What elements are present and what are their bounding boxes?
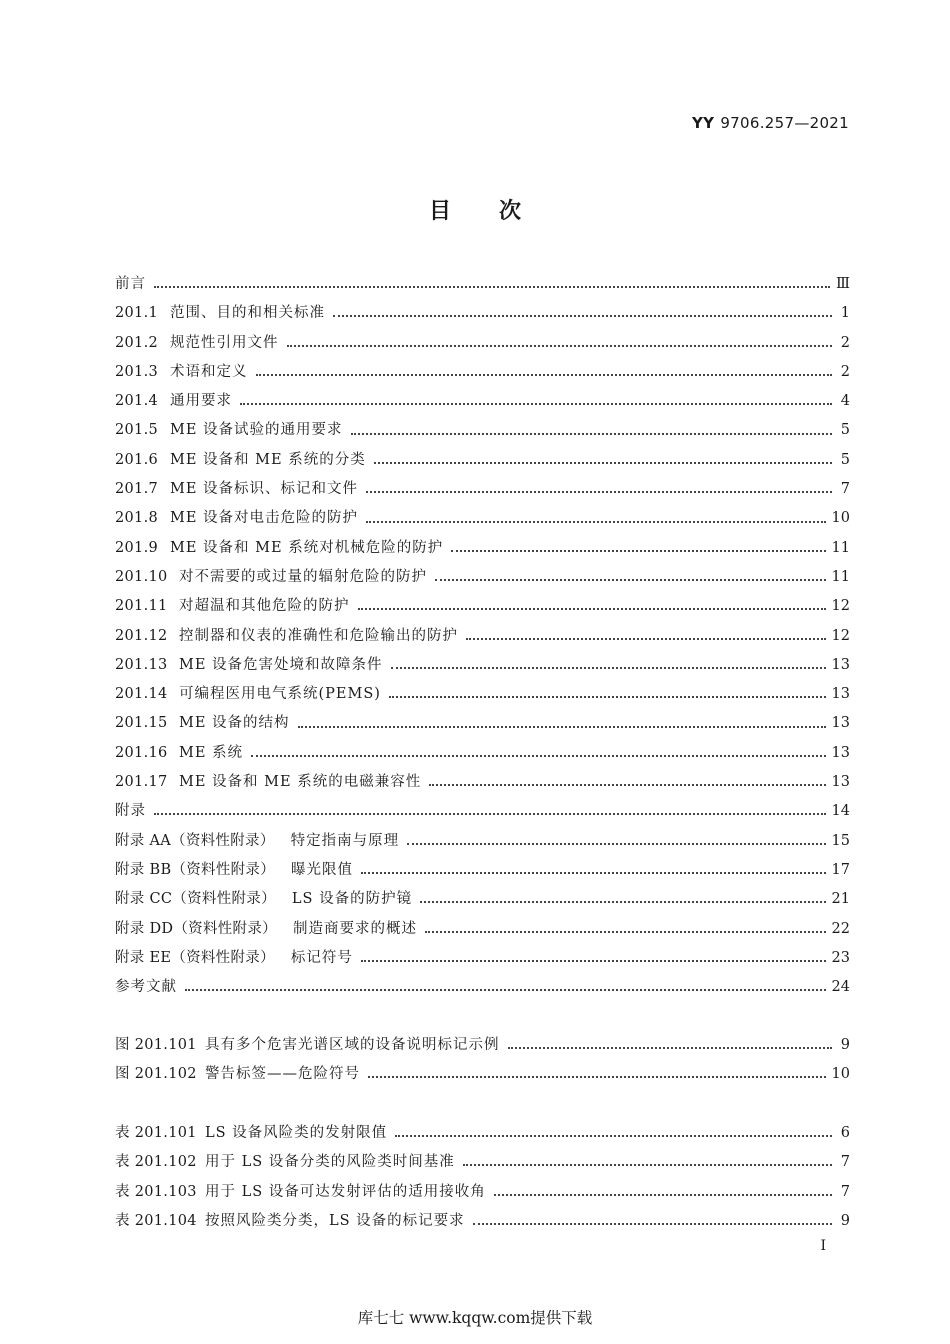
toc-entry[interactable] (115, 329, 850, 358)
dot-leader (154, 285, 830, 288)
toc-entry-title: 按照风险类分类，LS 设备的标记要求 (205, 1212, 465, 1229)
dot-leader (333, 314, 832, 317)
toc-entry-title: 用于 LS 设备可达发射评估的适用接收角 (205, 1183, 486, 1200)
toc-entry-number: 附录 CC（资料性附录） (115, 891, 276, 908)
toc-entry[interactable] (115, 1119, 850, 1148)
toc-entry-number: 201.6 (115, 451, 159, 468)
toc-entry-page: 9 (840, 1212, 850, 1229)
dot-leader (391, 666, 826, 669)
toc-figures (115, 1031, 850, 1090)
toc-entry-number: 201.9 (115, 539, 159, 556)
dot-leader (154, 812, 826, 815)
toc-entry-number: 201.8 (115, 510, 159, 527)
toc-entry-page: 22 (831, 920, 850, 937)
toc-entry[interactable] (115, 739, 850, 768)
toc-entry-number: 201.2 (115, 334, 159, 351)
toc-entry-number: 201.1 (115, 305, 159, 322)
toc-entry-page: 7 (840, 481, 850, 498)
toc-entry[interactable] (115, 885, 850, 914)
toc-entry-title: 参考文献 (115, 979, 177, 996)
toc-entry-page: 5 (840, 422, 850, 439)
toc-entry-page: 12 (831, 627, 850, 644)
dot-leader (395, 1134, 832, 1137)
dot-leader (420, 900, 825, 903)
page-number: I (820, 1238, 826, 1254)
toc-entry-number: 201.15 (115, 715, 168, 732)
dot-leader (466, 637, 826, 640)
toc-entry-title: ME 系统 (179, 744, 244, 761)
toc-entry-title: ME 设备标识、标记和文件 (170, 481, 359, 498)
toc-entry-title: ME 设备对电击危险的防护 (170, 510, 359, 527)
toc-entry[interactable] (115, 563, 850, 592)
toc-entry[interactable] (115, 1178, 850, 1207)
toc-entry-number: 201.11 (115, 598, 168, 615)
toc-entry-title: 曝光限值 (291, 861, 354, 878)
toc-main (115, 270, 850, 1002)
dot-leader (361, 959, 826, 962)
toc-entry-page: 23 (831, 949, 850, 966)
toc-entry-page: 2 (840, 363, 850, 380)
dot-leader (451, 549, 825, 552)
toc-entry-page: 11 (831, 539, 850, 556)
toc-entry-number: 表 201.104 (115, 1212, 197, 1229)
toc-entry[interactable] (115, 856, 850, 885)
page-title: 目次 (428, 199, 569, 224)
toc-entry-number: 201.13 (115, 656, 168, 673)
dot-leader (298, 725, 826, 728)
toc-entry-title: 对不需要的或过量的辐射危险的防护 (179, 568, 427, 585)
toc-entry-title: 对超温和其他危险的防护 (179, 598, 350, 615)
toc-entry-title: 通用要求 (170, 393, 232, 410)
dot-leader (508, 1046, 833, 1049)
toc-entry-title: 特定指南与原理 (290, 832, 400, 849)
toc-entry-page: Ⅲ (836, 276, 850, 292)
toc-entry-page: 10 (831, 1066, 850, 1083)
toc-entry-title: 标记符号 (290, 949, 353, 966)
dot-leader (361, 871, 826, 874)
toc-entry-number: 201.4 (115, 393, 159, 410)
toc-entry[interactable] (115, 915, 850, 944)
toc-entry-page: 5 (840, 451, 850, 468)
toc-entry[interactable] (115, 299, 850, 328)
dot-leader (473, 1222, 832, 1225)
toc-entry-title: ME 设备的结构 (179, 715, 290, 732)
toc-entry[interactable] (115, 651, 850, 680)
toc-entry-page: 2 (840, 334, 850, 351)
toc-entry-page: 13 (831, 686, 850, 703)
toc-entry-number: 201.5 (115, 422, 159, 439)
toc-entry-page: 14 (831, 803, 850, 820)
toc-entry-title: 术语和定义 (170, 363, 248, 380)
toc-entry-number: 201.3 (115, 363, 159, 380)
toc-entry[interactable] (115, 1207, 850, 1236)
toc-entry-title: 控制器和仪表的准确性和危险输出的防护 (179, 627, 458, 644)
toc-entry[interactable] (115, 1060, 850, 1089)
toc-entry-page: 15 (831, 832, 850, 849)
dot-leader (366, 520, 826, 523)
toc-entry-title: 制造商要求的概述 (292, 920, 417, 937)
toc-entry[interactable] (115, 446, 850, 475)
toc-entry[interactable] (115, 358, 850, 387)
toc-entry-title: ME 设备和 ME 系统对机械危险的防护 (170, 539, 444, 556)
standard-code (692, 114, 849, 132)
toc-entry-page: 11 (831, 568, 850, 585)
toc-entry-title: 可编程医用电气系统(PEMS) (179, 686, 381, 703)
toc-entry-title: 具有多个危害光谱区域的设备说明标记示例 (205, 1037, 500, 1053)
dot-leader (256, 373, 833, 376)
toc-entry-page: 10 (831, 510, 850, 527)
toc-entry-number: 201.10 (115, 568, 168, 585)
dot-leader (463, 1163, 832, 1166)
dot-leader (368, 1075, 826, 1078)
toc-entry[interactable] (115, 387, 850, 416)
dot-leader (494, 1193, 832, 1196)
toc-entry[interactable] (115, 797, 850, 826)
dot-leader (435, 578, 826, 581)
toc-entry-title: 附录 (115, 803, 146, 820)
toc-entry[interactable] (115, 592, 850, 621)
dot-leader (407, 842, 825, 845)
toc-entry-title: 范围、目的和相关标准 (170, 305, 325, 322)
toc-entry-page: 21 (831, 891, 850, 908)
dot-leader (287, 344, 833, 347)
toc-entry[interactable] (115, 534, 850, 563)
dot-leader (425, 930, 826, 933)
toc-entry-number: 附录 AA（资料性附录） (115, 832, 275, 849)
toc-entry[interactable] (115, 827, 850, 856)
toc-entry-number: 表 201.101 (115, 1125, 197, 1141)
toc-entry[interactable] (115, 1031, 850, 1060)
toc-entry-page: 17 (831, 861, 850, 878)
toc-entry-number: 附录 EE（资料性附录） (115, 949, 275, 966)
toc-entry-number: 表 201.103 (115, 1183, 197, 1200)
toc-entry-page: 1 (840, 305, 850, 322)
dot-leader (251, 754, 826, 757)
toc-entry-title: ME 设备和 ME 系统的分类 (170, 451, 366, 468)
toc-entry-number: 表 201.102 (115, 1154, 197, 1171)
toc-entry-number: 201.14 (115, 686, 168, 703)
toc-entry[interactable] (115, 475, 850, 504)
toc-entry-number: 201.7 (115, 481, 159, 498)
toc-entry-page: 6 (840, 1125, 850, 1141)
toc-entry-page: 24 (831, 979, 850, 996)
toc-entry-number: 附录 BB（资料性附录） (115, 861, 276, 878)
dot-leader (240, 402, 832, 405)
toc-entry-page: 13 (831, 774, 850, 791)
standard-number: 9706.257—2021 (720, 114, 849, 132)
toc-entry-number: 201.16 (115, 744, 168, 761)
standard-prefix: YY (692, 114, 715, 132)
toc-entry-number: 图 201.102 (115, 1066, 197, 1083)
toc-entry-page: 13 (831, 715, 850, 732)
toc-entry[interactable] (115, 709, 850, 738)
toc-entry-number: 附录 DD（资料性附录） (115, 920, 277, 937)
toc-entry-title: LS 设备风险类的发射限值 (205, 1125, 388, 1141)
dot-leader (185, 988, 826, 991)
toc-entry[interactable] (115, 270, 850, 299)
toc-entry-title: 规范性引用文件 (170, 334, 279, 351)
toc-entry[interactable] (115, 416, 850, 445)
dot-leader (389, 695, 826, 698)
toc-entry[interactable] (115, 973, 850, 1002)
toc-entry[interactable] (115, 680, 850, 709)
toc-entry-number: 图 201.101 (115, 1037, 197, 1053)
toc-entry-page: 9 (840, 1037, 850, 1053)
toc-entry-title: LS 设备的防护镜 (291, 891, 413, 908)
toc-entry[interactable] (115, 504, 850, 533)
download-footer: 库七七 www.kqqw.com提供下载 (357, 1309, 593, 1327)
toc-entry-title: 前言 (115, 276, 146, 292)
toc-entry-number: 201.12 (115, 627, 168, 644)
toc-entry[interactable] (115, 1148, 850, 1177)
toc-entry-number: 201.17 (115, 774, 168, 791)
dot-leader (374, 461, 832, 464)
toc-entry-title: 用于 LS 设备分类的风险类时间基准 (205, 1154, 455, 1171)
toc-entry-title: ME 设备危害处境和故障条件 (179, 656, 383, 673)
toc-entry-page: 7 (840, 1154, 850, 1171)
toc-tables (115, 1119, 850, 1236)
toc-entry-page: 7 (840, 1183, 850, 1200)
toc-entry[interactable] (115, 768, 850, 797)
toc-entry-page: 13 (831, 656, 850, 673)
toc-entry-title: ME 设备和 ME 系统的电磁兼容性 (179, 774, 422, 791)
dot-leader (429, 783, 825, 786)
toc-entry[interactable] (115, 622, 850, 651)
toc-entry-page: 12 (831, 598, 850, 615)
dot-leader (351, 432, 832, 435)
dot-leader (358, 607, 826, 610)
toc-entry-page: 13 (831, 744, 850, 761)
toc-entry-page: 4 (840, 393, 850, 410)
toc-entry-title: 警告标签——危险符号 (205, 1066, 360, 1083)
toc-entry-title: ME 设备试验的通用要求 (170, 422, 343, 439)
toc-entry[interactable] (115, 944, 850, 973)
dot-leader (366, 490, 832, 493)
